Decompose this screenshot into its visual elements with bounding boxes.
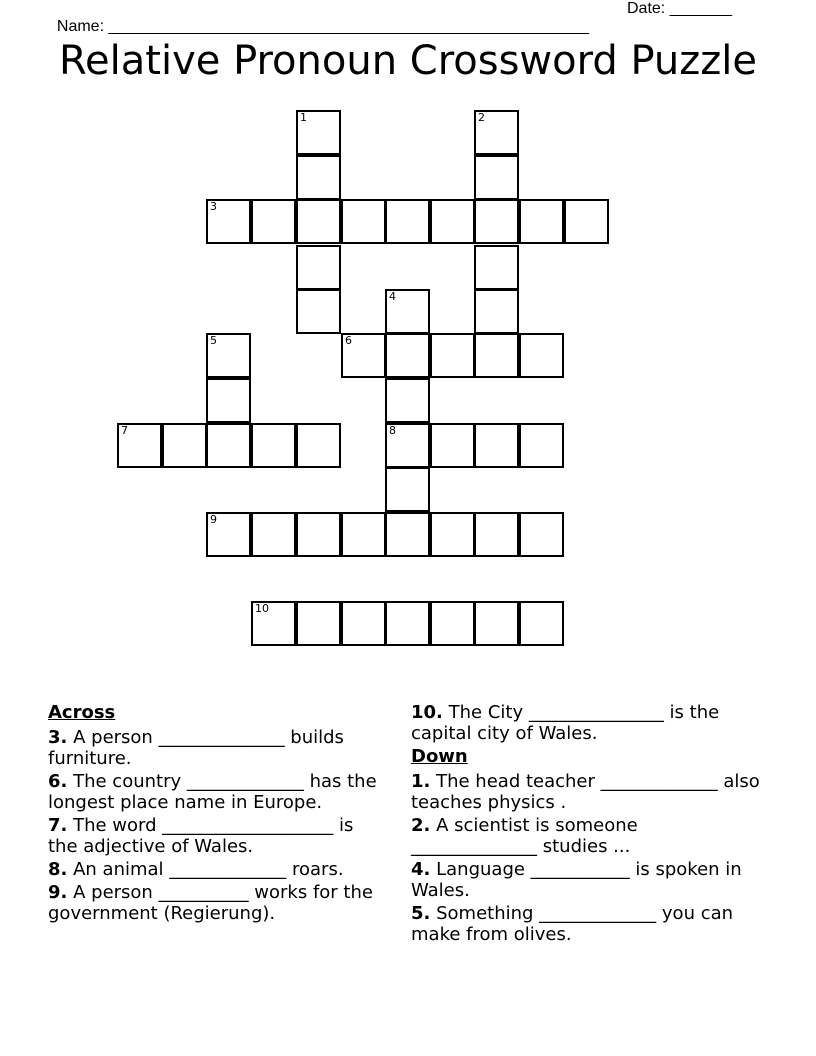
clue-number: 3. (48, 727, 68, 748)
clue-number: 8. (48, 859, 68, 880)
grid-cell[interactable] (341, 333, 386, 378)
clue-number: 7 (121, 424, 128, 437)
name-field[interactable]: Name: ______________________________________________________ (56, 18, 589, 35)
clue-across-7 (48, 815, 383, 857)
grid-cell[interactable] (564, 199, 609, 244)
grid-cell[interactable] (519, 199, 564, 244)
clue-across-10 (411, 702, 766, 744)
clue-number: 2. (411, 815, 431, 836)
grid-cell[interactable] (430, 199, 475, 244)
grid-cell[interactable] (206, 423, 251, 468)
grid-cell[interactable] (474, 423, 519, 468)
grid-cell[interactable] (251, 423, 296, 468)
clue-number: 8 (389, 424, 396, 437)
clue-text: An animal _____________ roars. (73, 859, 344, 880)
grid-cell[interactable] (430, 512, 475, 557)
grid-cell[interactable] (162, 423, 207, 468)
grid-cell[interactable] (474, 110, 519, 155)
clue-number: 10. (411, 702, 443, 723)
grid-cell[interactable] (341, 199, 386, 244)
grid-cell[interactable] (296, 289, 341, 334)
grid-cell[interactable] (385, 378, 430, 423)
grid-cell[interactable] (296, 199, 341, 244)
grid-cell[interactable] (385, 467, 430, 512)
page-title: Relative Pronoun Crossword Puzzle (59, 38, 757, 84)
clue-across-6 (48, 771, 383, 813)
grid-cell[interactable] (296, 155, 341, 200)
grid-cell[interactable] (296, 423, 341, 468)
clue-number: 5 (210, 334, 217, 347)
grid-cell[interactable] (474, 289, 519, 334)
grid-cell[interactable] (430, 423, 475, 468)
clue-number: 4 (389, 290, 396, 303)
grid-cell[interactable] (385, 333, 430, 378)
clue-number: 9 (210, 513, 217, 526)
clue-across-9 (48, 882, 383, 924)
clue-text: A person __________ works for the government (Regierung). (48, 882, 373, 924)
grid-cell[interactable] (474, 199, 519, 244)
grid-cell[interactable] (296, 110, 341, 155)
clue-text: A scientist is someone ______________ studies ... (411, 815, 638, 857)
grid-cell[interactable] (206, 333, 251, 378)
clue-text: The City _______________ is the capital city of Wales. (411, 702, 720, 744)
clue-text: Language ___________ is spoken in Wales. (411, 859, 742, 901)
grid-cell[interactable] (251, 601, 296, 646)
grid-cell[interactable] (341, 512, 386, 557)
grid-cell[interactable] (474, 333, 519, 378)
clue-number: 4. (411, 859, 431, 880)
clue-number: 1. (411, 771, 431, 792)
clue-number: 3 (210, 200, 217, 213)
grid-cell[interactable] (251, 512, 296, 557)
clue-text: The country _____________ has the longest place name in Europe. (48, 771, 377, 813)
grid-cell[interactable] (296, 601, 341, 646)
grid-cell[interactable] (519, 333, 564, 378)
clue-number: 5. (411, 903, 431, 924)
grid-cell[interactable] (385, 601, 430, 646)
down-heading: Down (411, 746, 468, 767)
across-heading: Across (48, 702, 116, 723)
clue-text: The head teacher _____________ also teaches physics . (411, 771, 760, 813)
clue-across-3 (48, 727, 383, 769)
grid-cell[interactable] (430, 333, 475, 378)
grid-cell[interactable] (206, 512, 251, 557)
grid-cell[interactable] (206, 378, 251, 423)
grid-cell[interactable] (519, 512, 564, 557)
grid-cell[interactable] (385, 423, 430, 468)
grid-cell[interactable] (474, 245, 519, 290)
clue-number: 6. (48, 771, 68, 792)
clue-number: 10 (255, 602, 269, 615)
grid-cell[interactable] (117, 423, 162, 468)
clue-text: The word ___________________ is the adjective of Wales. (48, 815, 354, 857)
clue-down-4 (411, 859, 766, 901)
grid-cell[interactable] (341, 601, 386, 646)
clue-across-8 (48, 859, 383, 880)
clue-number: 6 (345, 334, 352, 347)
grid-cell[interactable] (296, 512, 341, 557)
grid-cell[interactable] (430, 601, 475, 646)
clues-left-column (48, 702, 383, 926)
date-field[interactable]: Date: _______ (627, 0, 732, 17)
clue-number: 2 (478, 111, 485, 124)
grid-cell[interactable] (474, 601, 519, 646)
clue-down-2 (411, 815, 766, 857)
grid-cell[interactable] (206, 199, 251, 244)
grid-cell[interactable] (519, 601, 564, 646)
grid-cell[interactable] (474, 155, 519, 200)
grid-cell[interactable] (385, 512, 430, 557)
grid-cell[interactable] (474, 512, 519, 557)
clue-text: Something _____________ you can make from olives. (411, 903, 734, 945)
grid-cell[interactable] (251, 199, 296, 244)
clue-down-5 (411, 903, 766, 945)
grid-cell[interactable] (296, 245, 341, 290)
clue-number: 1 (300, 111, 307, 124)
grid-cell[interactable] (385, 199, 430, 244)
grid-cell[interactable] (385, 289, 430, 334)
clues-right-column (411, 702, 766, 947)
clue-down-1 (411, 771, 766, 813)
clue-number: 9. (48, 882, 68, 903)
clue-text: A person ______________ builds furniture. (48, 727, 344, 769)
clue-number: 7. (48, 815, 68, 836)
grid-cell[interactable] (519, 423, 564, 468)
